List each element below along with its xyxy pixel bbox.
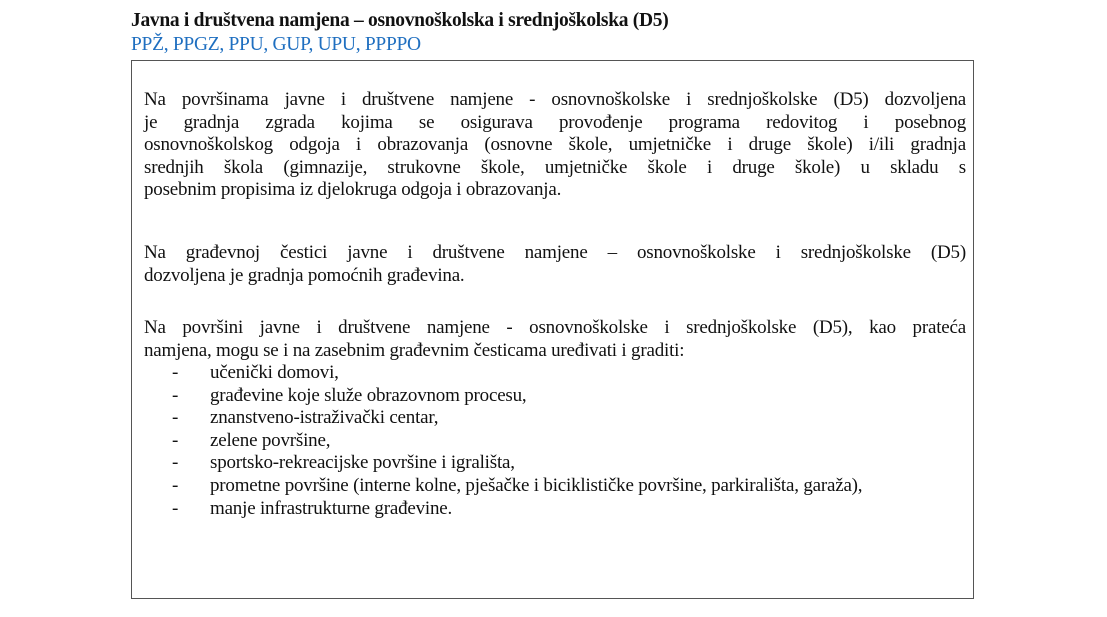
list-marker: - xyxy=(172,384,179,406)
list-item xyxy=(172,385,966,408)
plan-types: PPŽ, PPGZ, PPU, GUP, UPU, PPPPO xyxy=(131,34,421,55)
paragraph-2 xyxy=(144,242,966,287)
list-marker: - xyxy=(172,497,179,519)
list-marker: - xyxy=(172,407,179,429)
list-item xyxy=(172,407,966,430)
text-line: je gradnja zgrada kojima se osigurava provođenje programa redovitog i posebnog xyxy=(144,111,966,133)
text-line: dozvoljena je gradnja pomoćnih građevina. xyxy=(144,264,465,286)
list-item xyxy=(172,452,966,475)
list-marker: - xyxy=(172,429,179,451)
list-item xyxy=(172,475,966,498)
list-item-text: zelene površine, xyxy=(210,429,331,451)
content-box xyxy=(131,60,974,599)
permitted-uses-list xyxy=(172,362,966,520)
text-line: osnovnoškolskog odgoja i obrazovanja (osnovne škole, umjetničke i druge škole) i/ili gradnja xyxy=(144,134,966,156)
text-line: namjena, mogu se i na zasebnim građevnim česticama uređivati i graditi: xyxy=(144,339,685,361)
text-line: srednjih škola (gimnazije, strukovne škole, umjetničke škole i druge škole) u skladu s xyxy=(144,156,966,178)
text-line: posebnim propisima iz djelokruga odgoja i obrazovanja. xyxy=(144,179,562,201)
text-line: Na površini javne i društvene namjene - osnovnoškolske i srednjoškolske (D5), kao prateća xyxy=(144,317,966,338)
paragraph-1 xyxy=(144,89,966,202)
list-item-text: znanstveno-istraživački centar, xyxy=(210,407,439,429)
list-marker: - xyxy=(172,474,179,496)
list-item xyxy=(172,498,966,521)
text-line: Na površinama javne i društvene namjene - osnovnoškolske i srednjoškolske (D5) dozvoljena xyxy=(144,89,966,110)
list-marker: - xyxy=(172,452,179,474)
list-item-text: građevine koje služe obrazovnom procesu, xyxy=(210,384,527,406)
paragraph-3 xyxy=(144,317,966,362)
list-item-text: manje infrastrukturne građevine. xyxy=(210,497,453,519)
list-item-text: sportsko-rekreacijske površine i igrališta, xyxy=(210,452,515,474)
list-item xyxy=(172,362,966,385)
section-title: Javna i društvena namjena – osnovnoškolska i srednjoškolska (D5) xyxy=(131,10,669,31)
list-marker: - xyxy=(172,362,179,383)
list-item xyxy=(172,430,966,453)
list-item-text: prometne površine (interne kolne, pješačke i biciklističke površine, parkirališta, garaža), xyxy=(210,474,863,496)
text-line: Na građevnoj čestici javne i društvene namjene – osnovnoškolske i srednjoškolske (D5) xyxy=(144,242,966,263)
list-item-text: učenički domovi, xyxy=(210,362,339,383)
